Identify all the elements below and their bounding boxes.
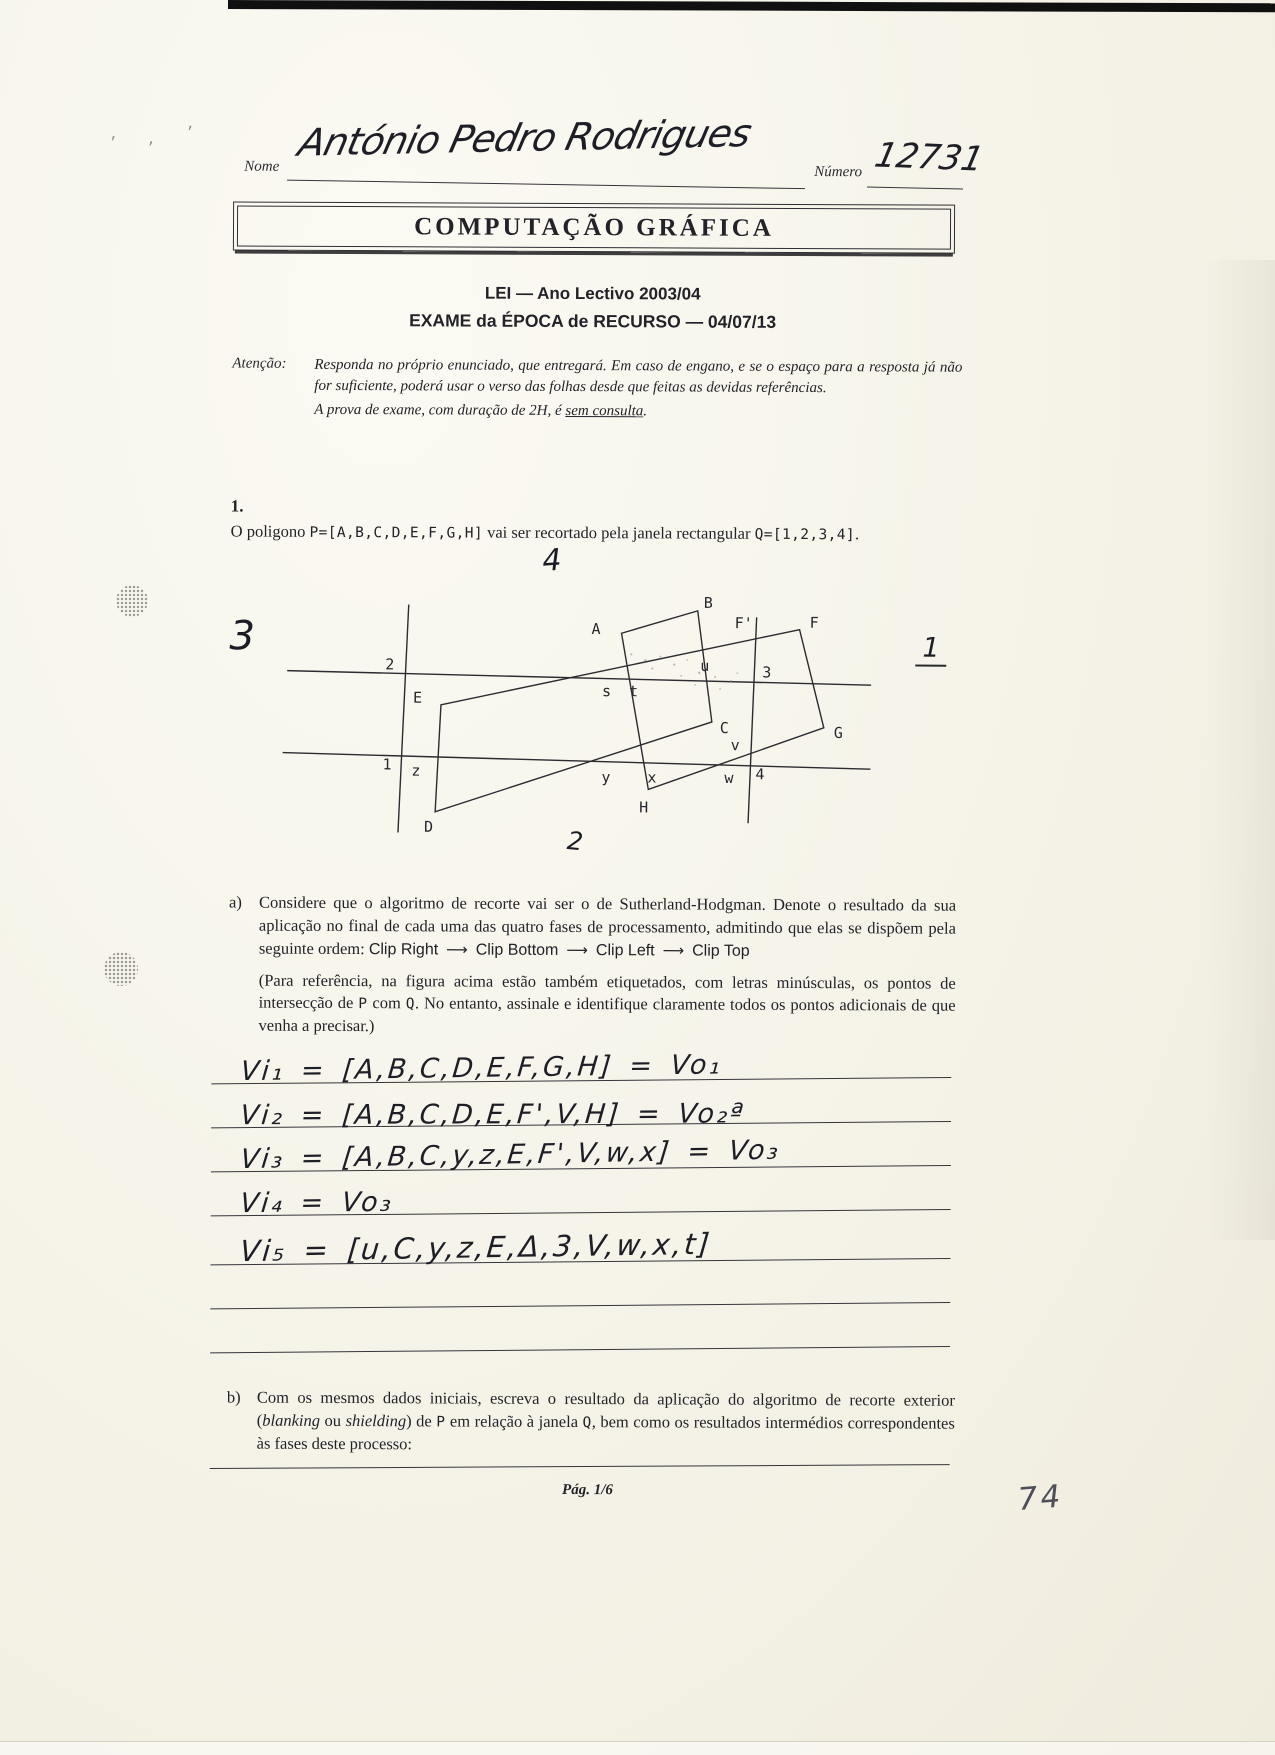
intersection-label-z: z [411,761,421,780]
numero-label: Número [814,164,863,181]
q1-suffix: . [855,524,860,544]
note-mid: com [367,993,406,1013]
handwritten-2-bottom: 2 [565,825,585,857]
vertex-label-c: C [719,719,729,738]
answer-line-empty [210,1303,950,1353]
note-post: . No entanto, assinale e identifique claramente todos os pontos adicionais de que venha a precisar.) [258,993,956,1036]
part-b-q: Q [582,1414,592,1431]
subtitle-course: LEI — Ano Lectivo 2003/04 [484,283,701,304]
window-label-1: 1 [382,755,392,774]
polygon-p [435,609,825,815]
intersection-label-v: v [730,736,740,755]
part-b-shielding: shielding [345,1410,407,1431]
figure-svg [278,574,940,864]
part-a-label: a) [229,892,242,912]
attention-body [314,355,962,424]
part-b-mid3: em relação à janela [445,1411,583,1431]
part-b-label: b) [226,1387,241,1407]
q1-prefix: O poligono [230,521,310,541]
part-a-note [258,969,955,1040]
arrow-icon: ⟶ [662,940,685,960]
answer-line [210,1122,950,1176]
vertex-label-h: H [639,798,649,817]
handwritten-4-top: 4 [541,542,563,579]
exam-title: COMPUTAÇÃO GRÁFICA [414,212,774,242]
answer-vi4: Vi₄ = Vo₃ [238,1186,396,1220]
vertex-label-g: G [833,723,843,742]
part-a-text: Considere que o algoritmo de recorte vai ser o de Sutherland-Hodgman. Denote o resultado da sua aplicação no final de cada uma das quatro fases de processamento, admitindo que elas se dispõem pela seguinte ordem: [258,892,957,958]
intersection-label-y: y [601,768,611,787]
answer-line [211,1078,951,1132]
arrow-icon: ⟶ [566,940,588,959]
window-label-3: 3 [762,663,772,682]
numero-value: 12731 [871,135,988,180]
title-box-inner [237,206,951,250]
attention-closing-prefix: A prova de exame, com duração de 2H, é [314,401,566,419]
pencil-marks: ’ ‚ ’ [108,121,208,154]
answer-line [210,1210,950,1269]
answer-vi3: Vi₃ = [A,B,C,y,z,E,F',V,w,x] = Vo₃ [238,1134,783,1176]
note-q: Q [405,996,415,1013]
arrow-icon: ⟶ [446,939,468,959]
page-footer: Pág. 1/6 [562,1481,613,1499]
answer-vi2: Vi₂ = [A,B,C,D,E,F',V,H] = Vo₂ª [239,1098,747,1132]
part-a [228,892,956,1041]
part-a-body [228,892,956,1041]
q1-window-code: Q=[1,2,3,4] [754,526,856,544]
answer-vi1: Vi₁ = [A,B,C,D,E,F,G,H] = Vo₁ [239,1049,724,1088]
part-b-pre: Com os mesmos dados iniciais, escreva o resultado da aplicação do algoritmo de recorte exterior ( [256,1387,955,1430]
handwritten-3-left: 3 [229,613,256,660]
note-p: P [358,996,368,1013]
q1-polygon-code: P=[A,B,C,D,E,F,G,H] [309,524,484,542]
attention-closing-suffix: . [643,402,648,419]
vertex-label-a: A [591,620,601,639]
title-box [233,202,955,254]
clip-bottom: Clip Bottom [475,941,559,959]
handwritten-1-right: 1 [915,633,946,667]
attention-label: Atenção: [232,355,287,372]
vertex-label-b: B [703,593,713,612]
vertex-label-f: F [809,613,819,632]
answer-line-empty [210,1446,950,1469]
clip-right: Clip Right [368,940,439,958]
vertex-label-f-prime: F' [734,614,753,633]
window-label-4: 4 [755,765,765,784]
nome-label: Nome [244,158,280,175]
scan-noise-dots [629,653,738,701]
signature: António Pedro Rodrigues [294,111,756,165]
window-label-2: 2 [385,655,395,674]
part-b-blanking: blanking [262,1410,321,1430]
window-left-edge [398,605,409,833]
intersection-label-t: t [629,682,639,701]
question-1-number: 1. [230,496,244,516]
answer-line [211,1034,951,1088]
vertex-label-d: D [423,817,434,836]
answer-vi5: Vi₅ = [u,C,y,z,E,Δ,3,V,w,x,t] [238,1226,714,1269]
question-1-text [231,522,959,545]
intersection-label-w: w [724,769,734,788]
subtitle-exam: EXAME da ÉPOCA de RECURSO — 04/07/13 [409,310,777,332]
attention-closing-underlined: sem consulta [565,402,644,419]
window-bottom-edge [282,753,870,770]
figure-lines [282,604,872,837]
window-top-edge [287,671,871,686]
answer-line [210,1166,950,1220]
clip-left: Clip Left [595,941,655,959]
figure-labels [382,591,844,839]
intersection-label-u: u [700,656,710,675]
attention-text: Responda no próprio enunciado, que entregará. Em caso de engano, e se o espaço para a resposta já não for suficiente, poderá usar o verso das folhas desde que feitas as devidas referências. [314,356,963,397]
part-b-p: P [436,1414,446,1431]
part-b-mid1: ou [320,1410,346,1430]
clip-top: Clip Top [692,942,750,960]
intersection-label-x: x [647,768,657,787]
answer-line-empty [210,1259,950,1309]
clipping-figure [229,565,958,872]
part-b-post: , bem como os resultados intermédios correspondentes às fases deste processo: [256,1411,955,1453]
intersection-label-s: s [602,682,612,701]
window-right-edge [748,617,757,823]
grade-note: 74 [1016,1478,1065,1518]
attention-closing [314,399,962,423]
part-b-mid2: ) de [406,1411,437,1431]
q1-middle: vai ser recortado pela janela rectangular [482,522,755,543]
note-pre: (Para referência, na figura acima estão também etiquetados, com letras minúsculas, os pontos de intersecção de [258,970,956,1013]
answer-area [210,1040,951,1356]
vertex-label-e: E [412,688,423,707]
